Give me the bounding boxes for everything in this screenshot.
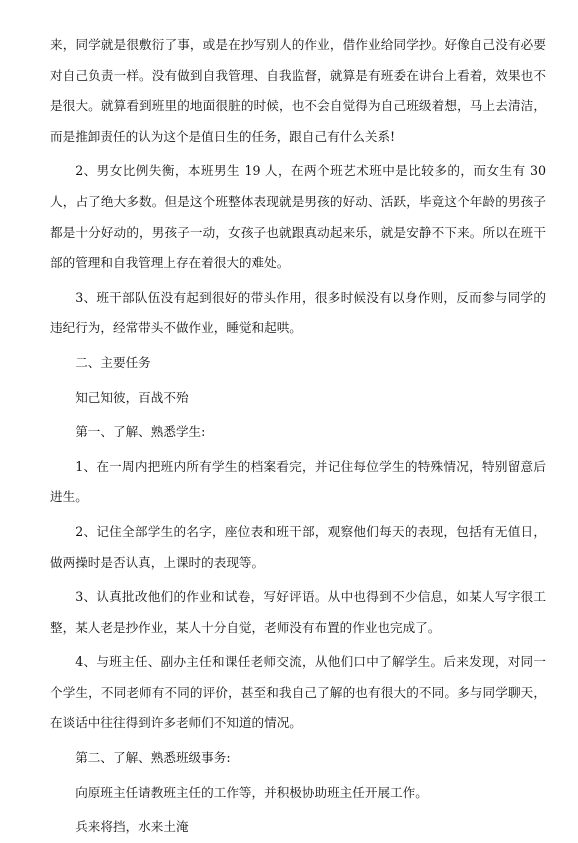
subsection-heading: 第一、了解、熟悉学生:	[75, 424, 206, 440]
paragraph: 来，同学就是很敷衍了事，或是在抄写别人的作业，借作业给同学抄。好像自己没有必要对自己负责一样。没有做到自我管理、自我监督，就算是有班委在讲台上看着，效果也不是很大。就算看到班里的地面很脏的时候，也不会自觉得为自己班级着想，马上去清洁，而是推卸责任的认为这个是值日生的任务，跟自己有什么关系!	[50, 37, 546, 144]
section-heading: 二、主要任务	[75, 354, 151, 370]
paragraph: 3、认真批改他们的作业和试卷，写好评语。从中也得到不少信息，如某人写字很工整，某人老是抄作业，某人十分自觉，老师没有布置的作业也完成了。	[50, 589, 546, 635]
paragraph: 3、班干部队伍没有起到很好的带头作用，很多时候没有以身作则，反而参与同学的违纪行为，经常带头不做作业，睡觉和起哄。	[50, 289, 546, 336]
paragraph: 知己知彼，百战不殆	[75, 389, 189, 405]
subsection-heading: 第二、了解、熟悉班级事务:	[75, 750, 231, 766]
paragraph: 4、与班主任、副办主任和课任老师交流，从他们口中了解学生。后来发现，对同一个学生，不同老师有不同的评价，甚至和我自己了解的也有很大的不同。多与同学聊天，在谈话中往往得到许多老师们不知道的情况。	[50, 654, 546, 731]
paragraph: 兵来将挡，水来土淹	[75, 819, 189, 835]
paragraph: 2、男女比例失衡，本班男生 19 人，在两个班艺术班中是比较多的，而女生有 30 人，占了绝大多数。但是这个班整体表现就是男孩的好动、活跃，毕竟这个年龄的男孩子都是十分好动的，男孩子一动，女孩子也就跟真动起来乐，就是安静不下来。所以在班干部的管理和自我管理上存在着很大的难处。	[50, 163, 546, 271]
paragraph: 1、在一周内把班内所有学生的档案看完，并记住每位学生的特殊情况，特别留意后进生。	[50, 458, 546, 505]
paragraph: 向原班主任请教班主任的工作等，并积极协助班主任开展工作。	[75, 784, 428, 800]
paragraph: 2、记住全部学生的名字，座位表和班干部，观察他们每天的表现，包括有无值日，做两操时是否认真，上课时的表现等。	[50, 523, 546, 570]
